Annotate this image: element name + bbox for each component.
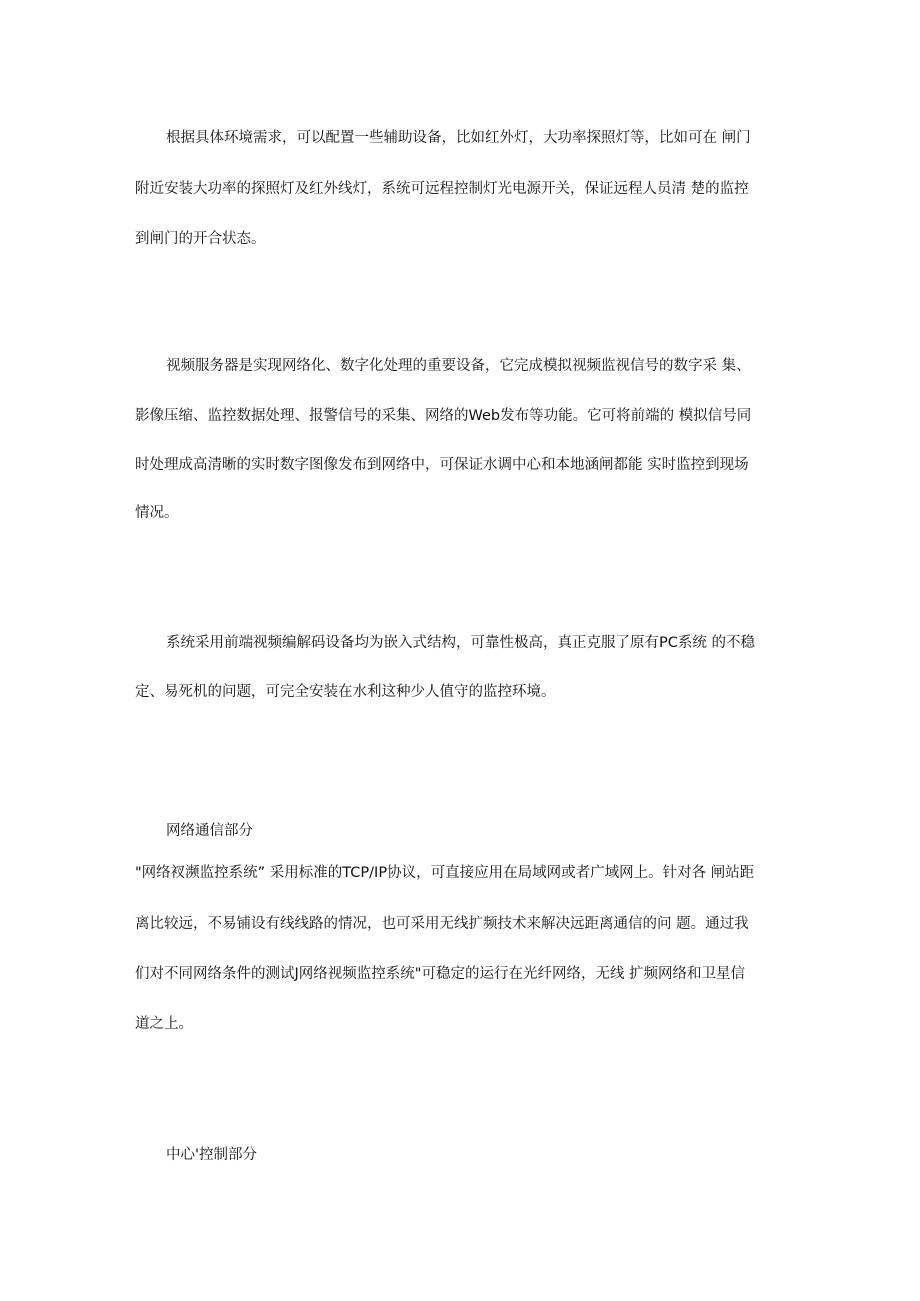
- paragraph-3-line-1: 系统采用前端视频编解码设备均为嵌入式结构，可靠性极高，真正克服了原有PC系统 的不稳: [166, 635, 755, 651]
- paragraph-1-line-3: 到闸门的开合状态。: [135, 231, 266, 247]
- paragraph-2-line-4: 情况。: [135, 505, 179, 521]
- paragraph-2-line-2: 影像压缩、监控数据处理、报警信号的采集、网络的Web发布等功能。它可将前端的 模拟信号同: [135, 408, 752, 424]
- section-heading-network: 网络通信部分: [166, 823, 253, 839]
- paragraph-1-line-2: 附近安装大功率的探照灯及红外线灯，系统可远程控制灯光电源开关，保证远程人员清 楚的监控: [135, 181, 749, 197]
- paragraph-2-line-3: 时处理成高清晰的实时数字图像发布到网络中，可保证水调中心和本地涵闸都能 实时监控到现场: [135, 457, 749, 473]
- paragraph-3-line-2: 定、易死机的问题，可完全安装在水利这种少人值守的监控环境。: [135, 684, 556, 700]
- paragraph-4-line-2: 离比较远，不易铺设有线线路的情况，也可采用无线扩频技术来解决远距离通信的问 题。通过我: [135, 916, 749, 932]
- paragraph-4-line-1: "网络衩濒监控系统” 采用标准的TCP/IP协议，可直接应用在局域网或者广域网上。针对各 闸站距: [135, 865, 755, 881]
- paragraph-4-line-4: 道之上。: [135, 1016, 193, 1032]
- paragraph-2-line-1: 视频服务器是实现网络化、数字化处理的重要设备，它完成模拟视频监视信号的数字采 集、: [166, 358, 751, 374]
- paragraph-1-line-1: 根据具体环境需求，可以配置一些辅助设备，比如红外灯，大功率探照灯等，比如可在 闸门: [166, 130, 751, 146]
- section-heading-center-control: 中心'控制部分: [166, 1147, 257, 1163]
- paragraph-4-line-3: 们对不同网络条件的测试J网络视频监控系统"可稳定的运行在光纤网络，无线 扩频网络和卫星信: [135, 966, 746, 982]
